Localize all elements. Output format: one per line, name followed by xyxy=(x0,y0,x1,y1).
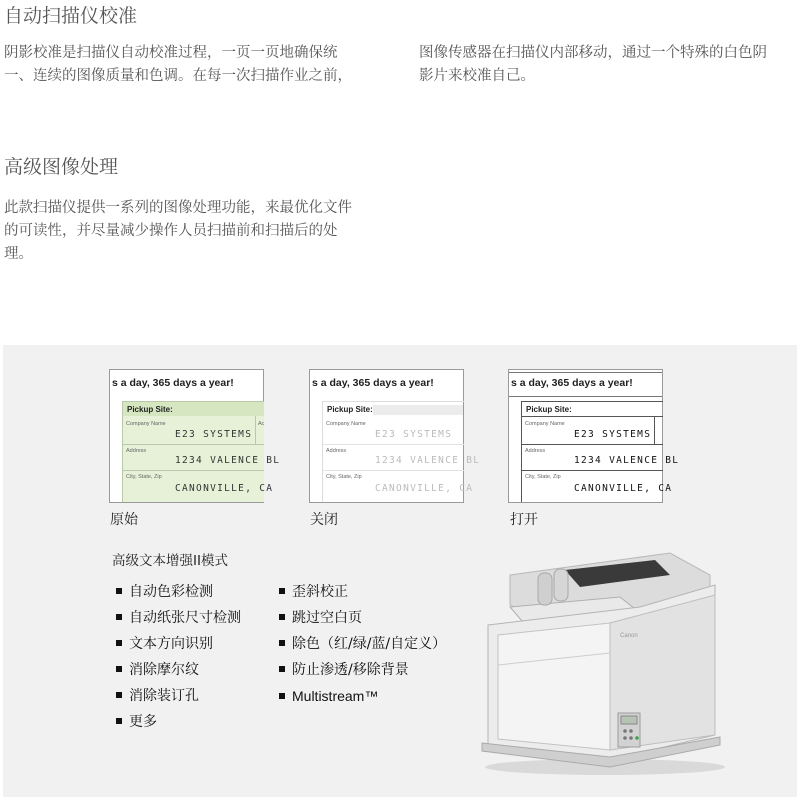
text-line: 的可读性，并尽量减少操作人员扫描前和扫描后的处 xyxy=(4,223,338,239)
feature-item: 消除摩尔纹 xyxy=(112,657,241,683)
calibration-text-left xyxy=(4,42,404,88)
features-title: 高级文本增强II模式 xyxy=(112,553,228,569)
feature-item: 自动纸张尺寸检测 xyxy=(112,605,241,631)
feature-item: 自动色彩检测 xyxy=(112,579,241,605)
company-value: E23 SYSTEMS xyxy=(375,429,453,440)
address-value: 1234 VALENCE BL xyxy=(574,455,680,466)
sample-on xyxy=(508,369,680,503)
text-line: 图像传感器在扫描仪内部移动，通过一个特殊的白色阴 xyxy=(419,45,767,61)
feature-item: 消除装订孔 xyxy=(112,683,241,709)
caption-original: 原始 xyxy=(110,512,138,528)
company-value: E23 SYSTEMS xyxy=(175,429,253,440)
address-label: Address xyxy=(326,448,347,454)
company-label: Company Name xyxy=(525,421,565,427)
feature-item: Multistream™ xyxy=(275,683,446,710)
feature-item: 除色（红/绿/蓝/自定义） xyxy=(275,631,446,657)
pickup-label: Pickup Site: xyxy=(127,405,173,414)
bullet-icon xyxy=(279,614,285,620)
city-value: CANONVILLE, CA xyxy=(574,483,673,494)
caption-off: 关闭 xyxy=(310,512,338,528)
bullet-icon xyxy=(279,666,285,672)
sample-form xyxy=(521,401,680,502)
bullet-icon xyxy=(116,588,122,594)
bullet-icon xyxy=(116,666,122,672)
pickup-label: Pickup Site: xyxy=(327,405,373,414)
features-list-left xyxy=(112,579,241,735)
sample-header: s a day, 365 days a year! xyxy=(312,377,434,389)
bullet-icon xyxy=(116,718,122,724)
pickup-label: Pickup Site: xyxy=(526,405,572,414)
text-line: 影片来校准自己。 xyxy=(419,68,535,84)
scanner-image xyxy=(470,545,730,780)
address-label: Address xyxy=(525,448,546,454)
text-line: 理。 xyxy=(4,246,33,262)
address-label: Address xyxy=(126,448,147,454)
city-label: City, State, Zip xyxy=(326,474,362,480)
feature-item: 歪斜校正 xyxy=(275,579,446,605)
company-value: E23 SYSTEMS xyxy=(574,429,652,440)
city-value: CANONVILLE, CA xyxy=(175,483,274,494)
bullet-icon xyxy=(279,640,285,646)
image-processing-text xyxy=(4,197,404,266)
section-title-image-processing: 高级图像处理 xyxy=(4,156,119,178)
features-list-right xyxy=(275,579,446,710)
sample-off xyxy=(309,369,481,503)
sample-form: Pickup Site: Company Name Ac E23 SYSTEMS Address 1234 VALENCE BL City, State, Zip CANONVILLE, CA xyxy=(122,401,264,502)
bullet-icon xyxy=(279,588,285,594)
bullet-icon xyxy=(116,640,122,646)
company-label: Company Name xyxy=(126,421,166,427)
calibration-text-right xyxy=(419,42,799,88)
city-value: CANONVILLE, CA xyxy=(375,483,474,494)
brand-logo: Canon xyxy=(620,633,638,639)
section-title-calibration: 自动扫描仪校准 xyxy=(4,5,138,27)
text-line: 一、连续的图像质量和色调。在每一次扫描作业之前， xyxy=(4,68,352,84)
sample-header: s a day, 365 days a year! xyxy=(511,377,633,389)
text-line: 阴影校准是扫描仪自动校准过程，一页一页地确保统 xyxy=(4,45,338,61)
feature-item: 防止渗透/移除背景 xyxy=(275,657,446,683)
city-label: City, State, Zip xyxy=(126,474,162,480)
address-value: 1234 VALENCE BL xyxy=(175,455,281,466)
company-label: Company Name xyxy=(326,421,366,427)
bullet-icon xyxy=(116,614,122,620)
feature-item: 更多 xyxy=(112,709,241,735)
city-label: City, State, Zip xyxy=(525,474,561,480)
caption-on: 打开 xyxy=(510,512,538,528)
sample-header: s a day, 365 days a year! xyxy=(112,377,234,389)
feature-item: 跳过空白页 xyxy=(275,605,446,631)
bullet-icon xyxy=(279,693,285,699)
address-value: 1234 VALENCE BL xyxy=(375,455,481,466)
bullet-icon xyxy=(116,692,122,698)
text-line: 此款扫描仪提供一系列的图像处理功能，来最优化文件 xyxy=(4,200,352,216)
sample-original xyxy=(109,369,281,503)
sample-form xyxy=(322,401,481,502)
feature-item: 文本方向识别 xyxy=(112,631,241,657)
